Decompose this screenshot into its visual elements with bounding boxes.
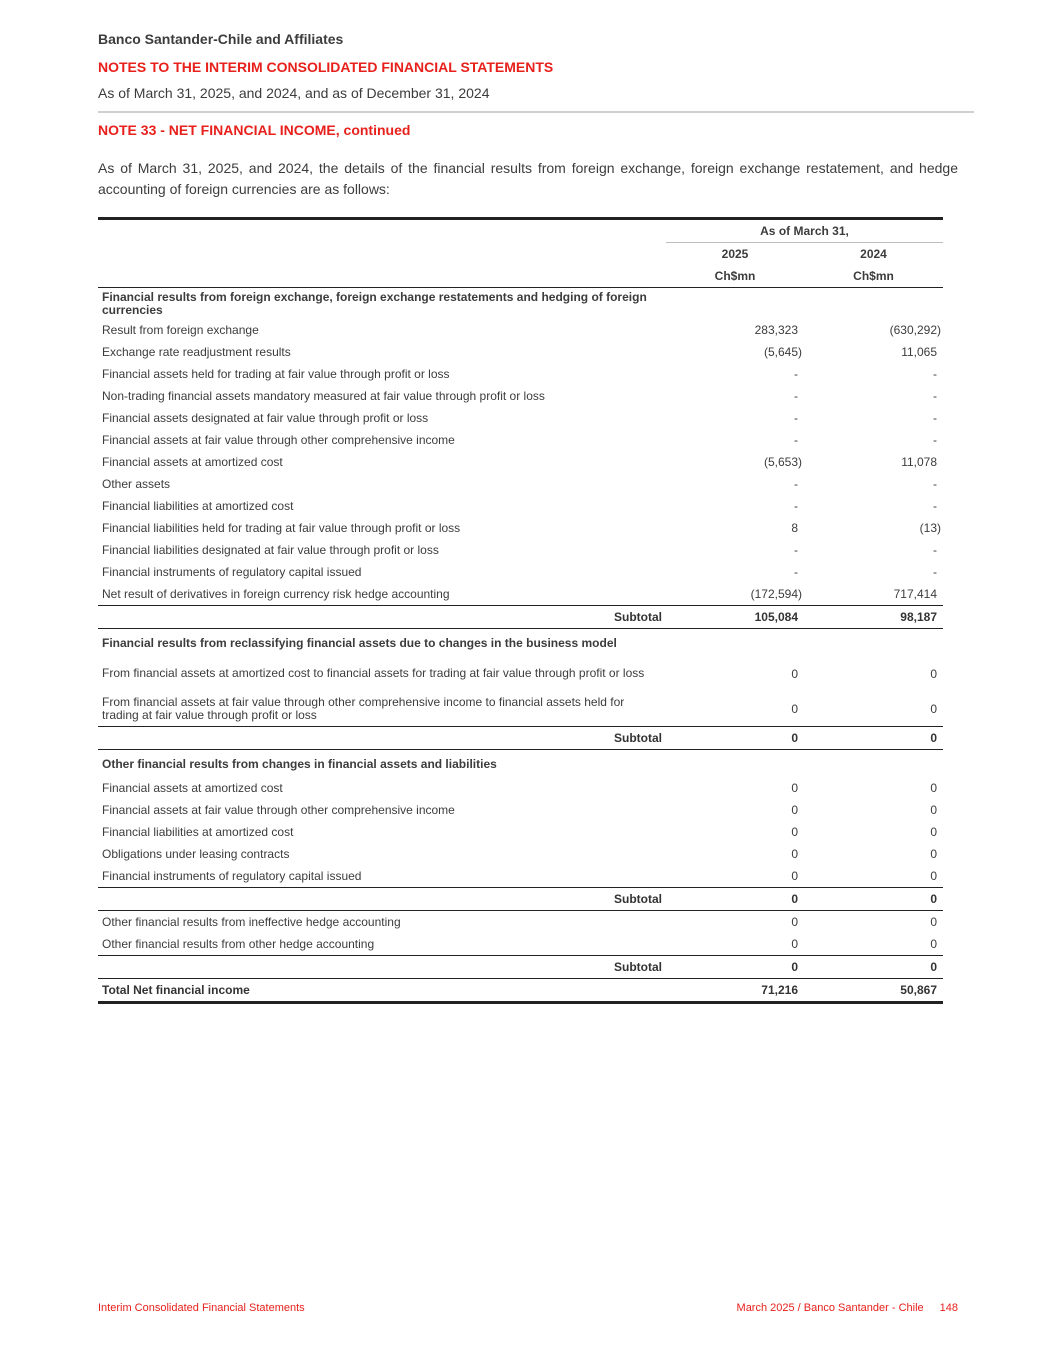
empty-cell	[804, 288, 943, 320]
table-row	[98, 341, 943, 363]
table-row	[98, 473, 943, 495]
value-2025: 283,323	[754, 323, 798, 337]
value-2025: (5,653)	[763, 455, 802, 469]
empty-cell	[804, 750, 943, 778]
subtotal-2024: 98,187	[804, 606, 943, 629]
value-2024: -	[933, 411, 937, 425]
value-2025: 0	[791, 937, 798, 951]
value-2025: 8	[791, 521, 798, 535]
value-2024: -	[933, 477, 937, 491]
unit-2025-header: Ch$mn	[666, 265, 804, 288]
total-label: Total Net financial income	[102, 983, 250, 997]
table-row	[98, 429, 943, 451]
table-row	[98, 821, 943, 843]
footer-left: Interim Consolidated Financial Statements	[98, 1302, 305, 1314]
value-2024: 0	[930, 915, 937, 929]
value-2024: 0	[930, 825, 937, 839]
total-row	[98, 979, 943, 1003]
table-row	[98, 865, 943, 888]
table-row	[98, 539, 943, 561]
empty-cell	[666, 750, 804, 778]
row-label: Financial assets held for trading at fair value through profit or loss	[102, 367, 450, 381]
subtotal-label: Subtotal	[98, 956, 666, 979]
row-label: Financial instruments of regulatory capital issued	[102, 869, 362, 883]
value-2025: (5,645)	[763, 345, 802, 359]
subtotal-2024: 0	[804, 727, 943, 750]
value-2025: 0	[791, 825, 798, 839]
subtotal-row	[98, 956, 943, 979]
row-label: Financial assets at amortized cost	[102, 781, 283, 795]
notes-title: NOTES TO THE INTERIM CONSOLIDATED FINANCIAL STATEMENTS	[98, 59, 554, 75]
row-label: Other assets	[102, 477, 171, 491]
as-of-date-line: As of March 31, 2025, and 2024, and as of December 31, 2024	[98, 85, 490, 101]
value-2024: -	[933, 565, 937, 579]
section-title: Financial results from foreign exchange, foreign exchange restatements and hedging of foreign currencies	[102, 290, 647, 317]
page-number: 148	[939, 1302, 958, 1314]
row-label: Financial liabilities designated at fair value through profit or loss	[102, 543, 439, 557]
section-header-row	[98, 750, 943, 778]
value-2024: 0	[930, 666, 937, 681]
unit-2024-header: Ch$mn	[804, 265, 943, 288]
section-title: Other financial results from changes in financial assets and liabilities	[102, 756, 497, 771]
value-2025: -	[794, 389, 798, 403]
table-row	[98, 933, 943, 956]
header-divider	[98, 111, 974, 113]
row-label: Other financial results from other hedge accounting	[102, 937, 375, 951]
table-row	[98, 407, 943, 429]
row-label: Financial liabilities at amortized cost	[102, 499, 294, 513]
section-header-row	[98, 629, 943, 657]
subtotal-2024: 0	[804, 888, 943, 911]
subtotal-2024: 0	[804, 956, 943, 979]
row-label: Result from foreign exchange	[102, 323, 259, 337]
subtotal-2025: 0	[666, 888, 804, 911]
empty-cell	[804, 629, 943, 657]
table-row	[98, 843, 943, 865]
table-row	[98, 799, 943, 821]
value-2024: 11,065	[901, 345, 937, 359]
note-title: NOTE 33 - NET FINANCIAL INCOME, continued	[98, 122, 411, 138]
row-label: Exchange rate readjustment results	[102, 345, 291, 359]
value-2025: 0	[791, 915, 798, 929]
row-label: Other financial results from ineffective hedge accounting	[102, 915, 401, 929]
row-label: From financial assets at amortized cost to financial assets for trading at fair value through profit or loss	[102, 666, 645, 680]
footer-right	[737, 1302, 958, 1314]
value-2025: -	[794, 367, 798, 381]
total-2025: 71,216	[761, 983, 798, 997]
row-label: From financial assets at fair value through other comprehensive income to financial assets held for trading at fair value through profit or loss	[102, 694, 625, 722]
table-row	[98, 319, 943, 341]
subtotal-row	[98, 888, 943, 911]
row-label: Financial assets at fair value through other comprehensive income	[102, 803, 455, 817]
value-2025: -	[794, 499, 798, 513]
value-2024: 717,414	[893, 587, 937, 601]
table-row	[98, 656, 943, 691]
section-title: Financial results from reclassifying financial assets due to changes in the business model	[102, 635, 617, 650]
value-2025: 0	[791, 869, 798, 883]
intro-paragraph: As of March 31, 2025, and 2024, the details of the financial results from foreign exchange, foreign exchange restatement, and hedge accounting of foreign currencies are as follows:	[98, 160, 958, 197]
table-row	[98, 451, 943, 473]
subtotal-row	[98, 727, 943, 750]
table-row	[98, 385, 943, 407]
row-label: Financial liabilities at amortized cost	[102, 825, 294, 839]
value-2025: 0	[791, 701, 798, 716]
table-row	[98, 517, 943, 539]
row-label: Net result of derivatives in foreign currency risk hedge accounting	[102, 587, 450, 601]
row-label: Financial assets at fair value through other comprehensive income	[102, 433, 455, 447]
table-row	[98, 561, 943, 583]
table-row	[98, 495, 943, 517]
table-row	[98, 777, 943, 799]
year-2025-header: 2025	[721, 247, 749, 261]
table-row	[98, 583, 943, 606]
row-label: Non-trading financial assets mandatory measured at fair value through profit or loss	[102, 389, 545, 403]
subtotal-2025: 0	[666, 956, 804, 979]
row-label: Financial instruments of regulatory capital issued	[102, 565, 362, 579]
empty-cell	[666, 629, 804, 657]
value-2024: 0	[930, 937, 937, 951]
empty-cell	[666, 288, 804, 320]
value-2025: -	[794, 411, 798, 425]
table-row	[98, 363, 943, 385]
value-2024: 0	[930, 847, 937, 861]
value-2025: 0	[791, 781, 798, 795]
financial-results-table	[98, 217, 943, 1004]
value-2025: 0	[791, 847, 798, 861]
footer-report-label: March 2025 / Banco Santander - Chile	[736, 1302, 924, 1314]
subtotal-row	[98, 606, 943, 629]
value-2024: 11,078	[901, 455, 937, 469]
value-2024: 0	[930, 803, 937, 817]
row-label: Financial assets at amortized cost	[102, 455, 283, 469]
year-2024-header: 2024	[860, 247, 887, 261]
value-2024: -	[933, 389, 937, 403]
row-label: Financial liabilities held for trading at fair value through profit or loss	[102, 521, 461, 535]
subtotal-label: Subtotal	[98, 606, 666, 629]
subtotal-2025: 0	[666, 727, 804, 750]
value-2025: -	[794, 565, 798, 579]
period-header: As of March 31,	[666, 219, 943, 243]
value-2024: -	[933, 499, 937, 513]
total-2024: 50,867	[900, 983, 937, 997]
value-2025: (172,594)	[750, 587, 802, 601]
section-header-row	[98, 288, 943, 320]
value-2024: -	[933, 367, 937, 381]
table-row	[98, 691, 943, 727]
value-2025: 0	[791, 803, 798, 817]
subtotal-label: Subtotal	[98, 888, 666, 911]
value-2024: -	[933, 543, 937, 557]
subtotal-label: Subtotal	[98, 727, 666, 750]
value-2024: 0	[930, 869, 937, 883]
row-label: Financial assets designated at fair value through profit or loss	[102, 411, 429, 425]
value-2025: -	[794, 543, 798, 557]
value-2024: 0	[930, 781, 937, 795]
table-row	[98, 911, 943, 934]
value-2024: (630,292)	[889, 323, 941, 337]
value-2025: -	[794, 433, 798, 447]
value-2024: -	[933, 433, 937, 447]
subtotal-2025: 105,084	[666, 606, 804, 629]
value-2025: -	[794, 477, 798, 491]
value-2025: 0	[791, 666, 798, 681]
value-2024: 0	[930, 701, 937, 716]
company-name: Banco Santander-Chile and Affiliates	[98, 31, 344, 47]
value-2024: (13)	[919, 521, 941, 535]
row-label: Obligations under leasing contracts	[102, 847, 290, 861]
